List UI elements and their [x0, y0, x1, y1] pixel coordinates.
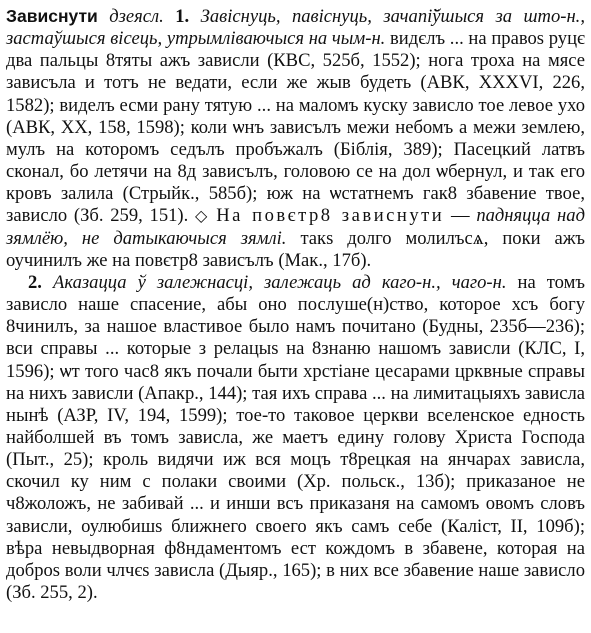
subentry-dash: — [450, 205, 470, 227]
part-of-speech: дзеясл. [109, 6, 164, 27]
diamond-icon: ◇ [195, 206, 210, 226]
subentry-gloss: падняцца над зямлёю, не датыкаючыся зямлі. [6, 205, 585, 249]
sense-1-number: 1. [175, 6, 190, 27]
sense-1-gloss: Завіснуць, павіснуць, зачапі̆ўшыся за што-н., застаўшыся вісець, утрымліваючыся на чым-н. [6, 6, 585, 50]
sense-1-quotations: видєлъ ... на правоs руцє два пальцы 8тяты ажъ зависли (КВС, 525б, 1552); нога троха на мясе зависъла и тотъ не ведати, если же жыв будеть (АВК, XXXVI, 226, 1582); виделъ есми рану тятую ... на маломъ куску зависло тое левое ухо (АВК, XX, 158, 1598); коли ѡнъ зависълъ межи небомъ а межи землею, мулъ на которомъ седълъ пробъжалъ (Біблія, 389); Пасецкий латвъ сконал, бо летячи на 8д зависълъ, головою се на дол ѡбернул, и так его кровъ залила (Стрыйк., 585б); юж на ѡстатнемъ гак8 збавение твое, зависло (Зб. 259, 151). [6, 28, 585, 227]
subentry-label: На повєтр8 зависнути [216, 205, 445, 227]
sense-2-paragraph [6, 272, 585, 604]
sense-1-paragraph [6, 5, 585, 272]
subentry-quotation: такs долго молилъсѧ, поки ажъ оучинилъ же на повєтр8 зависълъ (Мак., 17б). [6, 227, 586, 271]
sense-2-quotations: на томъ зависло наше спасение, абы оно послуше(н)ство, которое хсъ богу 8чинилъ, за нашое властивое было намъ почитано (Будны, 235б—236); вси справы ... которые з релацыs на 8знаню нашомъ зависли (КЛС, I, 1596); ѡт того час8 якъ почали быти хрстіане цесарами црквные справы на нихъ зависли (Апакр., 144); тая ихъ справа ... на лимитацыяхъ зависла нынѣ (АЗР, IV, 194, 1599); тое-то таковое церкви вселенское едность найболшей въ томъ зависла, же маетъ едину голову Христа Господа (Пыт., 25); кроль видячи иж вся моцъ т8рецкая на янчарах зависла, скочил ку ним с полаки своими (Хр. польск., 13б); приказаное не ч8жоложъ, не забивай ... и инши всъ приказаня на самомъ овомъ словъ зависли, оулюбишs ближнего своего якъ самъ себе (Каліст, II, 109б); вѣра невыдворная ф8ндаментомъ ест кождомъ в збавене, которая на доброs воли члчєs зависла (Дыяр., 165); в них все збавение наше зависло (Зб. 255, 2). [6, 271, 585, 604]
sense-2-gloss: Аказацца ў залежнасці, залежаць ад каго-н., чаго-н. [53, 271, 507, 293]
sense-2-number: 2. [28, 271, 42, 293]
headword: Зависнути [6, 6, 98, 26]
